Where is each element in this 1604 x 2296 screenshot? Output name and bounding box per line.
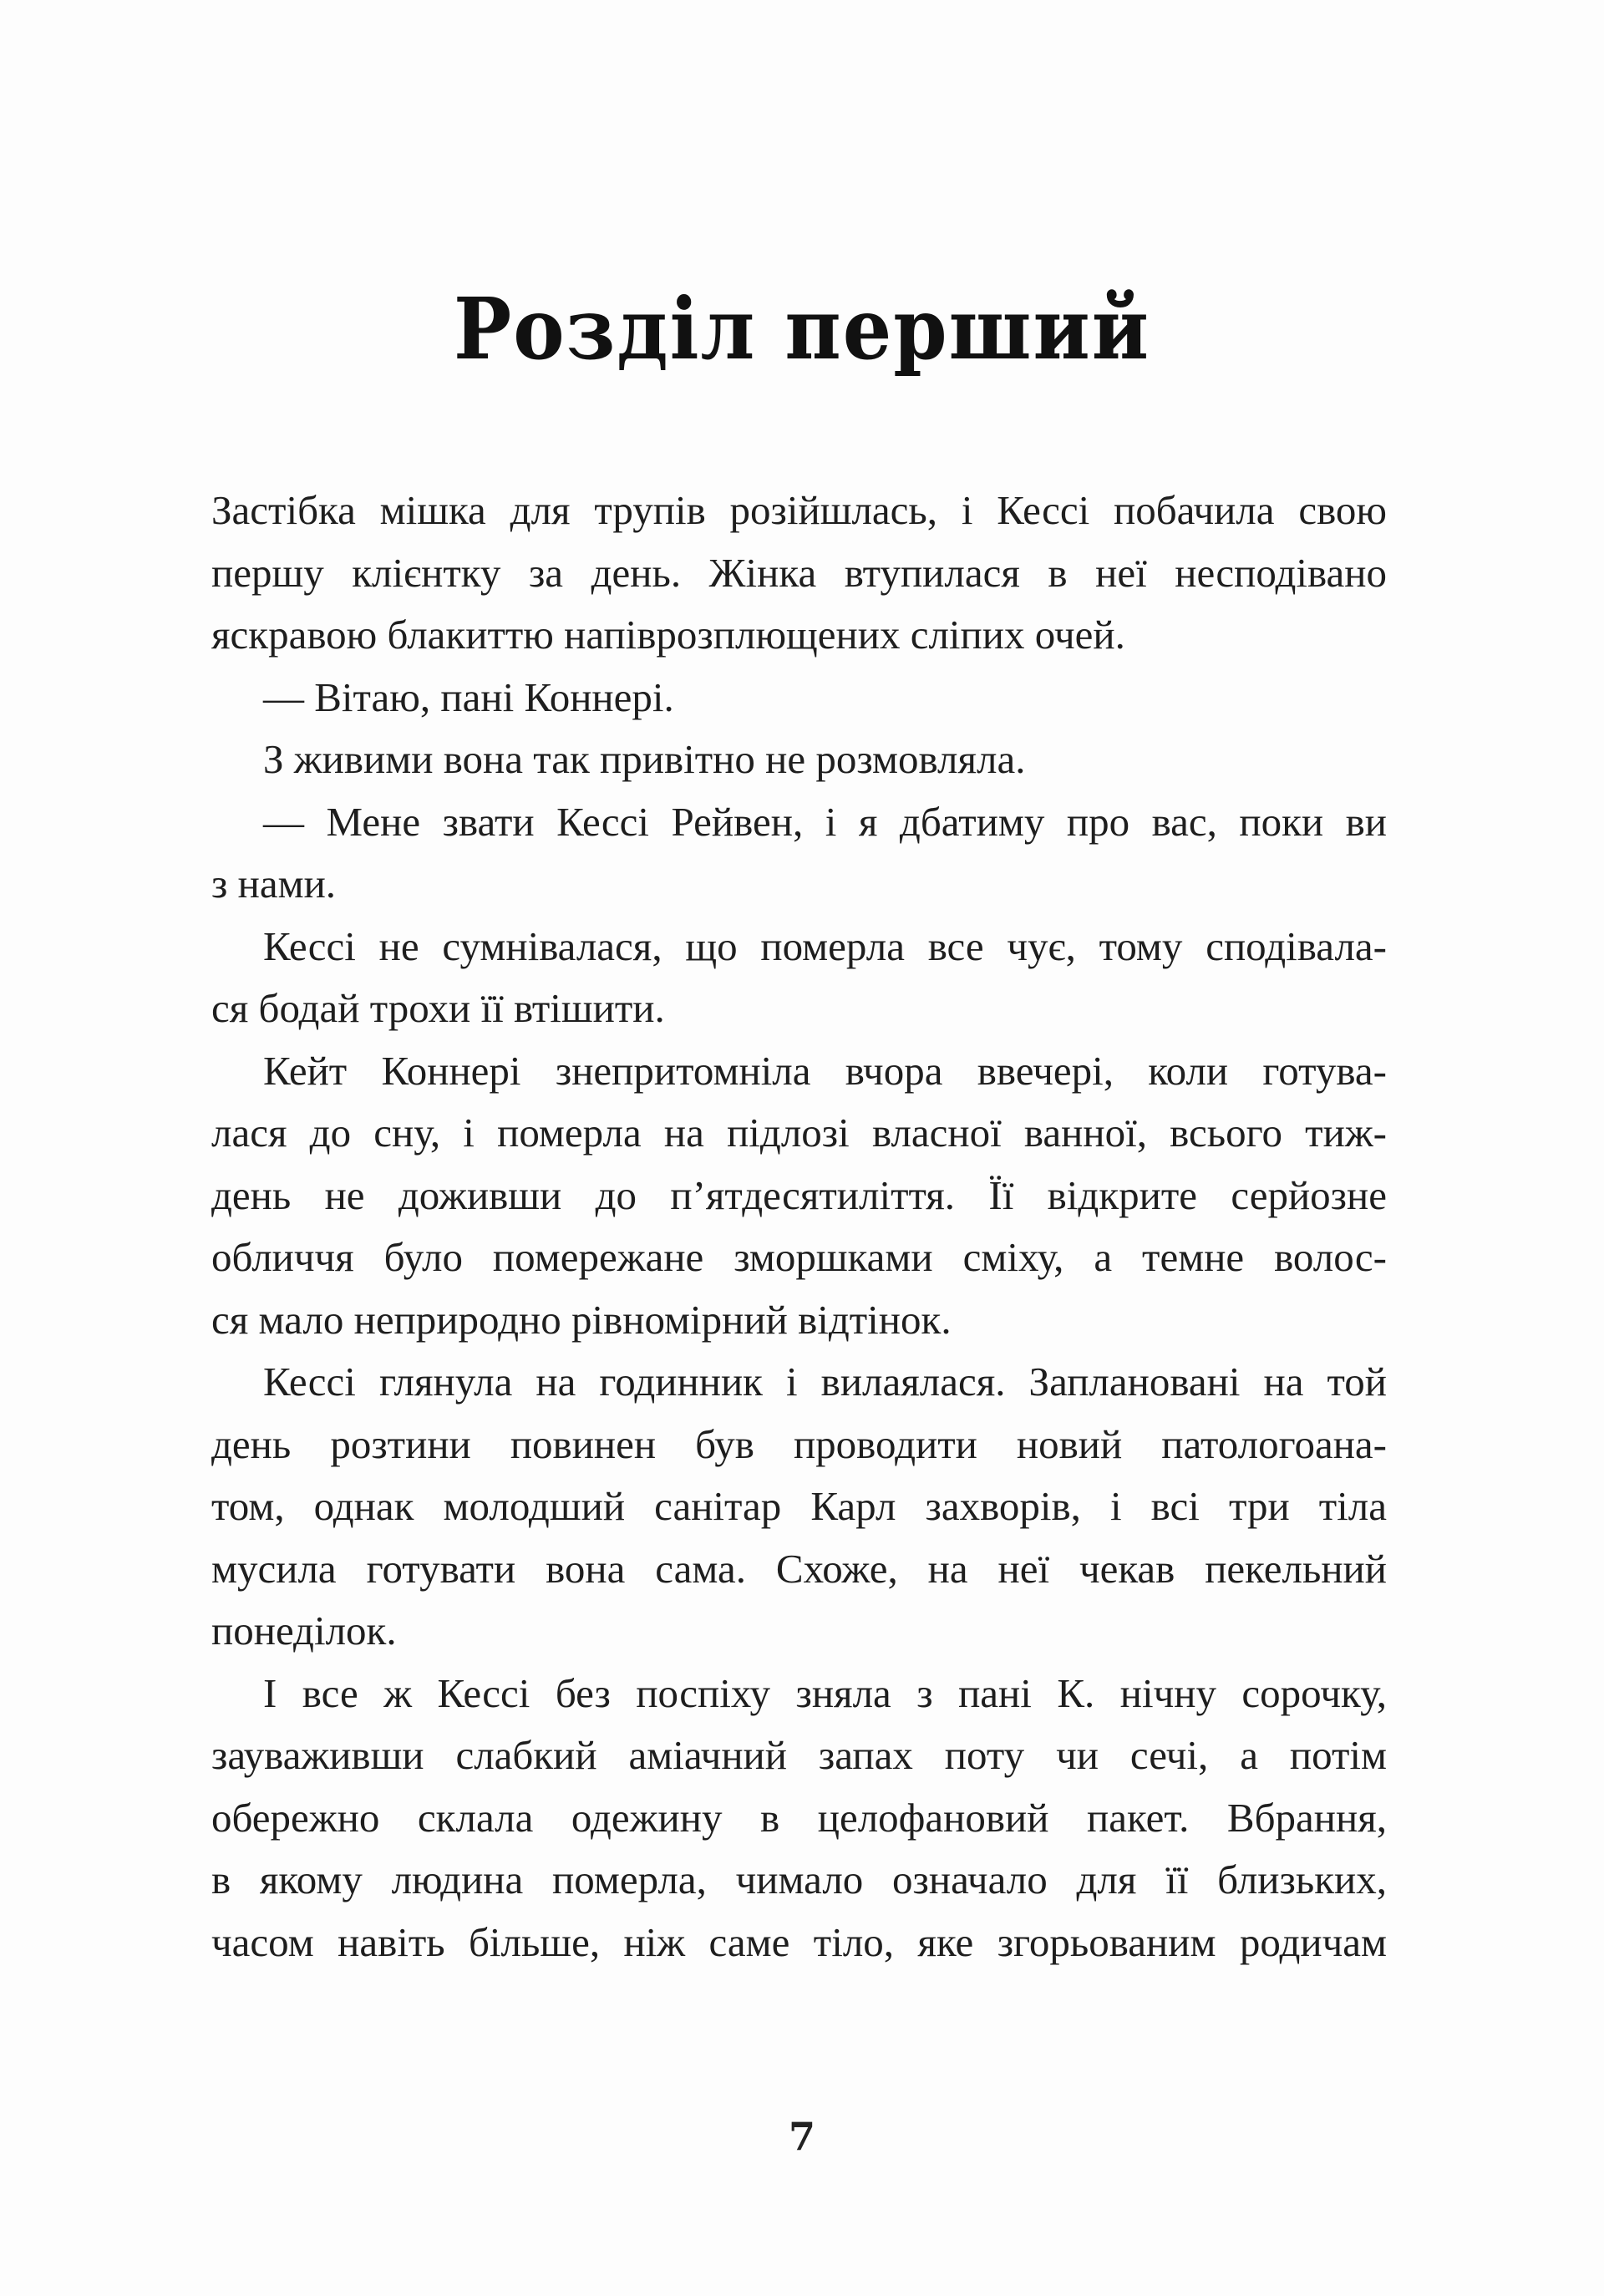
text-line: обличчя було помережане зморшками сміху, а темне волос-	[211, 1234, 1387, 1280]
text-line: Кессі глянула на годинник і вилаялася. Заплановані на той	[263, 1359, 1387, 1405]
text-line: Кейт Коннері знепритомніла вчора ввечері, коли готува-	[263, 1047, 1387, 1094]
text-line: яскравою блакиттю напіврозплющених сліпих очей.	[211, 612, 1125, 658]
text-line: день не доживши до п’ятдесятиліття. Її відкрите серйозне	[211, 1171, 1387, 1218]
text-line: З живими вона так привітно не розмовляла.	[263, 736, 1026, 782]
text-line: — Вітаю, пані Коннері.	[263, 673, 674, 720]
text-line: першу клієнтку за день. Жінка втупилася в неї несподівано	[211, 549, 1387, 596]
text-line: том, однак молодший санітар Карл захворів, і всі три тіла	[211, 1483, 1387, 1529]
text-line: в якому людина померла, чимало означало для її близьких,	[211, 1857, 1387, 1902]
text-line: ся бодай трохи її втішити.	[211, 985, 665, 1031]
text-line: — Мене звати Кессі Рейвен, і я дбатиму про вас, поки ви	[263, 798, 1387, 845]
text-line: обережно склала одежину в целофановий пакет. Вбрання,	[211, 1794, 1387, 1841]
text-line: день розтини повинен був проводити новий патологоана-	[211, 1420, 1387, 1467]
text-line: часом навіть більше, ніж саме тіло, яке згорьованим родичам	[211, 1918, 1387, 1965]
text-line: понеділок.	[211, 1608, 397, 1653]
text-line: І все ж Кессі без поспіху зняла з пані К. нічну сорочку,	[263, 1669, 1387, 1716]
text-line: мусила готувати вона сама. Схоже, на неї чекав пекельний	[211, 1545, 1387, 1592]
text-line: Застібка мішка для трупів розійшлась, і Кессі побачила свою	[211, 487, 1387, 533]
text-line: Кессі не сумнівалася, що померла все чує, тому сподівала-	[263, 922, 1387, 969]
text-line: зауваживши слабкий аміачний запах поту чи сечі, а потім	[211, 1732, 1387, 1778]
chapter-title: Розділ перший	[454, 279, 1150, 379]
page-number: 7	[788, 2114, 815, 2159]
text-line: ся мало неприродно рівномірний відтінок.	[211, 1296, 952, 1343]
body-text	[211, 480, 1387, 1973]
text-line: лася до сну, і померла на підлозі власної ванної, всього тиж-	[211, 1110, 1387, 1156]
text-line: з нами.	[211, 861, 337, 907]
